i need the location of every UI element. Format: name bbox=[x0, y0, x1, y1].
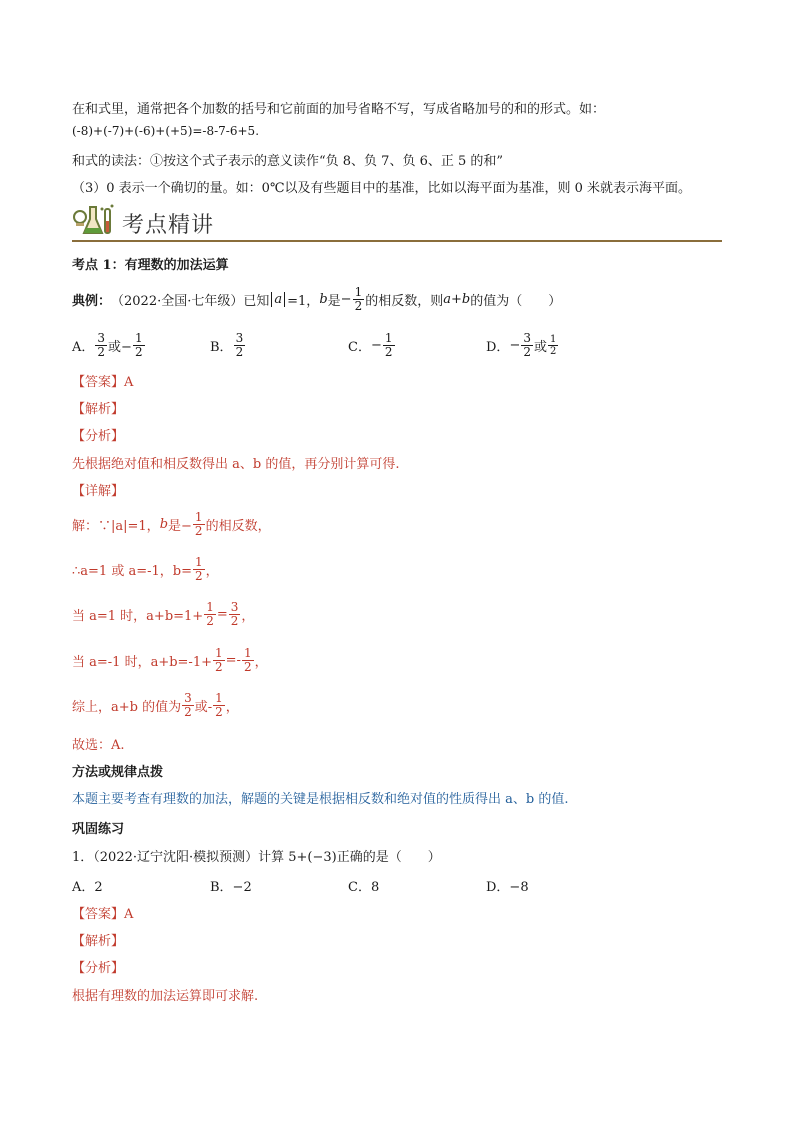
practice-analysis: 【解析】 bbox=[72, 934, 125, 949]
fenxi-label: 【分析】 bbox=[72, 429, 125, 444]
analysis-label: 【解析】 bbox=[72, 402, 125, 417]
section-title: 考点精讲 bbox=[122, 213, 215, 238]
practice-option-d: D．−8 bbox=[486, 880, 529, 895]
intro-paragraph-1: 在和式里，通常把各个加数的括号和它前面的加号省略不写，写成省略加号的和的形式。如： bbox=[72, 102, 606, 117]
minus-sign: − bbox=[340, 291, 352, 307]
expression: a+b bbox=[443, 291, 471, 307]
solution-conclusion: 故选：A. bbox=[72, 738, 125, 753]
example-label: 典例： bbox=[72, 293, 112, 309]
practice-option-a: A．2 bbox=[72, 880, 103, 895]
solution-line-1: 解：∵|a|=1， b 是− $\frac{1}{2}$ 的相反数， bbox=[72, 509, 271, 538]
abs-value: a bbox=[271, 292, 285, 307]
practice-fenxi-text: 根据有理数的加法运算即可求解. bbox=[72, 989, 259, 1004]
practice-option-c: C．8 bbox=[348, 880, 380, 895]
intro-paragraph-3: 和式的读法：①按这个式子表示的意义读作“负 8、负 7、负 6、正 5 的和” bbox=[72, 154, 504, 169]
example-source: （2022·全国·七年级）已知 bbox=[111, 293, 270, 309]
solution-line-4: 当 a=-1 时，a+b=-1+ $\frac{1}{2}$ =- $\frac{1}{2}$ ， bbox=[72, 645, 268, 674]
option-c: C． − $\frac{1}{2}$ bbox=[348, 330, 393, 359]
text-part: 的值为（ ） bbox=[470, 293, 562, 309]
solution-line-3: 当 a=1 时，a+b=1+ $\frac{1}{2}$ = $\frac{3}{2}$ ， bbox=[72, 599, 255, 628]
variable-b: b bbox=[319, 291, 328, 307]
equation-part: =1， bbox=[287, 293, 320, 309]
practice-fenxi: 【分析】 bbox=[72, 961, 125, 976]
solution-line-2: ∴a=1 或 a=-1，b= $\frac{1}{2}$ ， bbox=[72, 554, 219, 583]
intro-paragraph-2: (-8)+(-7)+(-6)+(+5)=-8-7-6+5. bbox=[72, 124, 260, 138]
text-part: 是 bbox=[327, 293, 341, 309]
practice-heading: 巩固练习 bbox=[72, 822, 125, 837]
option-a: A． $\frac{3}{2}$ 或− $\frac{1}{2}$ bbox=[72, 330, 143, 359]
point-heading: 考点 1：有理数的加法运算 bbox=[72, 258, 229, 273]
example-question bbox=[72, 284, 561, 314]
flask-icon bbox=[72, 203, 116, 239]
intro-paragraph-4: （3）0 表示一个确切的量。如：0℃以及有些题目中的基准，比如以海平面为基准，则 0 米就表示海平面。 bbox=[72, 181, 692, 196]
method-heading: 方法或规律点拨 bbox=[72, 765, 164, 780]
fenxi-text: 先根据绝对值和相反数得出 a、b 的值，再分别计算可得. bbox=[72, 457, 400, 472]
fraction: $\frac{1}{2}$ bbox=[354, 284, 363, 313]
solution-line-5: 综上，a+b 的值为 $\frac{3}{2}$ 或- $\frac{1}{2}$ ， bbox=[72, 690, 239, 719]
detail-label: 【详解】 bbox=[72, 484, 125, 499]
practice-question-1: 1．（2022·辽宁沈阳·模拟预测）计算 5+(−3)正确的是（ ） bbox=[72, 850, 441, 865]
practice-answer: 【答案】A bbox=[72, 907, 134, 922]
option-d: D． − $\frac{3}{2}$ 或 $\frac{1}{2}$ bbox=[486, 330, 557, 359]
section-divider bbox=[72, 240, 722, 242]
method-text: 本题主要考查有理数的加法，解题的关键是根据相反数和绝对值的性质得出 a、b 的值. bbox=[72, 792, 569, 807]
text-part: 的相反数，则 bbox=[365, 293, 444, 309]
practice-option-b: B．−2 bbox=[210, 880, 252, 895]
option-b: B． $\frac{3}{2}$ bbox=[210, 330, 244, 359]
answer-label: 【答案】A bbox=[72, 375, 134, 390]
